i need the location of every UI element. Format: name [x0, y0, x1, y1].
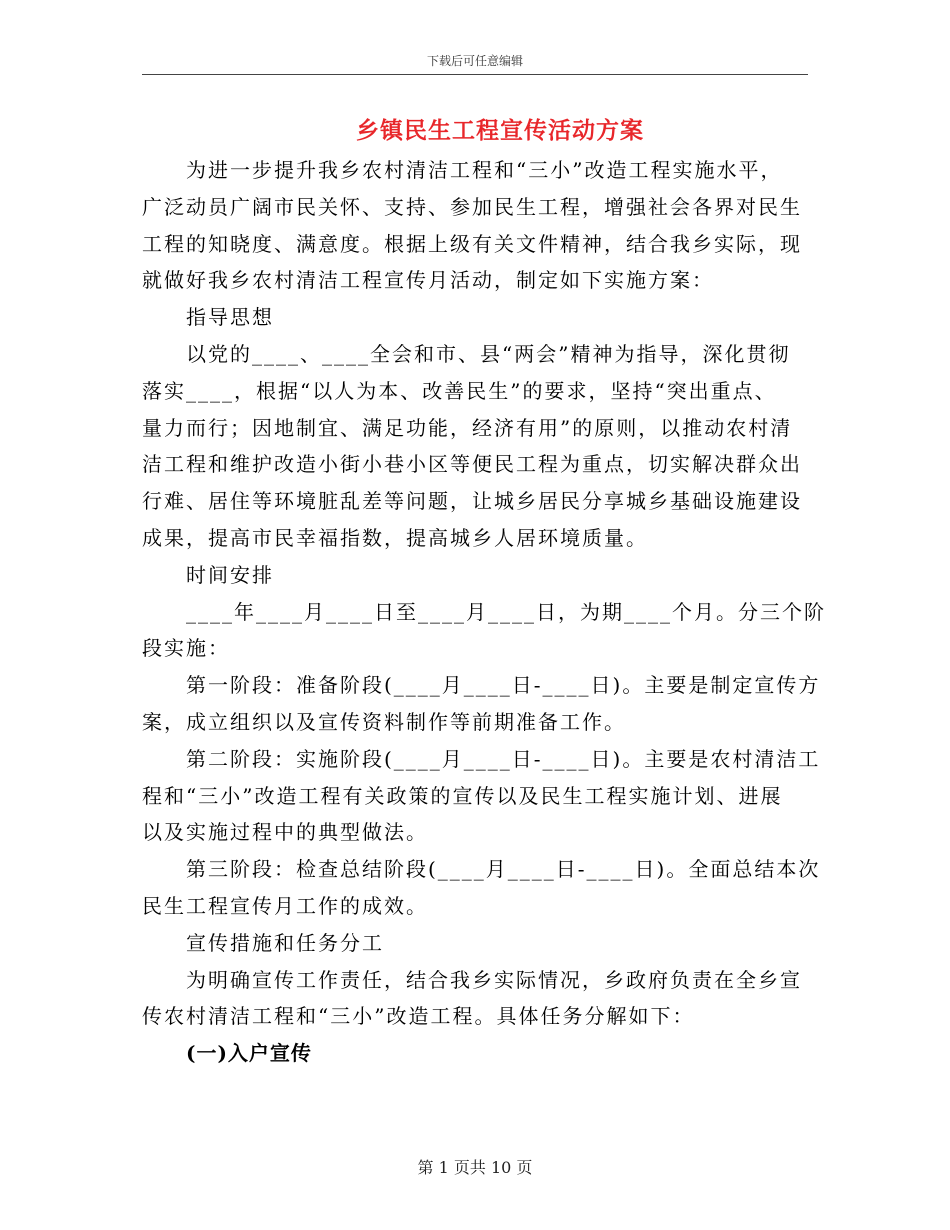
phase-2-line-3: 以及实施过程中的典型做法。: [142, 820, 428, 845]
measures-line-2: 传农村清洁工程和“三小”改造工程。具体任务分解如下：: [142, 1004, 695, 1029]
guiding-line-3: 量力而行；因地制宜、满足功能，经济有用”的原则，以推动农村清: [142, 415, 793, 440]
schedule-line-1: ____年____月____日至____月____日，为期____个月。分三个阶: [186, 599, 826, 624]
intro-line-3: 工程的知晓度、满意度。根据上级有关文件精神，结合我乡实际，现: [142, 231, 802, 256]
guiding-line-5: 行难、居住等环境脏乱差等问题，让城乡居民分享城乡基础设施建设: [142, 489, 802, 514]
phase-1-line-1: 第一阶段：准备阶段(____月____日-____日)。主要是制定宣传方: [186, 673, 821, 698]
measures-line-1: 为明确宣传工作责任，结合我乡实际情况，乡政府负责在全乡宣: [186, 967, 802, 992]
document-title: 乡镇民生工程宣传活动方案: [356, 117, 644, 144]
header-note: 下载后可任意编辑: [426, 54, 523, 68]
section-heading-guiding-thought: 指导思想: [186, 305, 274, 330]
subsection-heading-household: (一)入户宣传: [186, 1041, 312, 1066]
phase-2-line-2: 程和“三小”改造工程有关政策的宣传以及民生工程实施计划、进展: [142, 783, 783, 808]
header-divider: [142, 74, 808, 75]
schedule-line-2: 段实施：: [142, 636, 230, 661]
phase-3-line-2: 民生工程宣传月工作的成效。: [142, 893, 428, 918]
phase-3-line-1: 第三阶段：检查总结阶段(____月____日-____日)。全面总结本次: [186, 857, 821, 882]
section-heading-schedule: 时间安排: [186, 562, 274, 587]
guiding-line-6: 成果，提高市民幸福指数，提高城乡人居环境质量。: [142, 525, 648, 550]
page-number-footer: 第 1 页共 10 页: [417, 1158, 533, 1177]
guiding-line-1: 以党的____、____全会和市、县“两会”精神为指导，深化贯彻: [186, 341, 791, 366]
phase-2-line-1: 第二阶段：实施阶段(____月____日-____日)。主要是农村清洁工: [186, 746, 821, 771]
document-body: [142, 152, 826, 1072]
guiding-line-4: 洁工程和维护改造小街小巷小区等便民工程为重点，切实解决群众出: [142, 452, 802, 477]
section-heading-measures: 宣传措施和任务分工: [186, 930, 384, 955]
intro-line-4: 就做好我乡农村清洁工程宣传月活动，制定如下实施方案：: [142, 268, 714, 293]
intro-line-2: 广泛动员广阔市民关怀、支持、参加民生工程，增强社会各界对民生: [142, 194, 802, 219]
intro-line-1: 为进一步提升我乡农村清洁工程和“三小”改造工程实施水平，: [186, 158, 783, 182]
guiding-line-2: 落实____，根据“以人为本、改善民生”的要求，坚持“突出重点、: [142, 378, 777, 403]
phase-1-line-2: 案，成立组织以及宣传资料制作等前期准备工作。: [142, 709, 626, 734]
